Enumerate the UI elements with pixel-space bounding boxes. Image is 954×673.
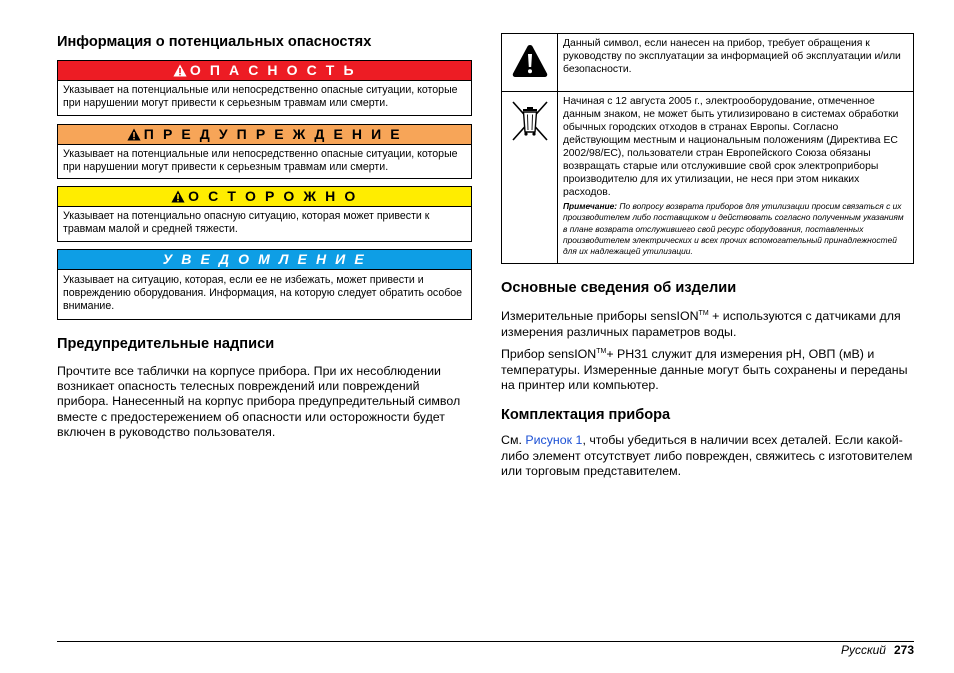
trademark: TM	[596, 348, 607, 356]
page-number: 273	[893, 643, 914, 657]
caution-text: Указывает на потенциально опасную ситуацию, которая может привести к травмам малой и средней тяжести.	[57, 206, 472, 242]
warning-triangle-icon	[173, 64, 187, 77]
note-label: Примечание:	[563, 201, 618, 211]
caution-label: О С Т О Р О Ж Н О	[188, 188, 358, 205]
crossed-bin-icon	[510, 99, 550, 143]
danger-label: О П А С Н О С Т Ь	[189, 62, 357, 78]
notice-text: Указывает на ситуацию, которая, если ее не избежать, может привести и повреждению оборудования. Информация, на которую следует обратить особое внимание.	[57, 269, 472, 320]
components-end: , чтобы убедиться в наличии всех деталей. Если какой-либо элемент отсутствует либо поврежден, свяжитесь с изготовителем или торговым представителем.	[501, 433, 913, 478]
warning-triangle-icon	[127, 128, 141, 141]
warning-box	[57, 124, 472, 180]
danger-box	[57, 60, 472, 116]
hazard-info-heading: Информация о потенциальных опасностях	[57, 34, 372, 50]
weee-text: Начиная с 12 августа 2005 г., электрооборудование, отмеченное данным знаком, не может быть утилизировано в системах обработки обычных городских отходов в странах Европы. Согласно действующим местным и национальным положениям (Директива ЕС 2002/98/ЕС), пользователи стран Европейского Союза обязаны возвращать старые или отслужившие свой срок электроприборы производителю для их утилизации, не неся при этом никаких расходов.	[563, 96, 899, 198]
warning-header	[57, 124, 472, 144]
overview-p2-start: Прибор sensION	[501, 347, 597, 362]
overview-p1-start: Измерительные приборы sensION	[501, 309, 699, 324]
warning-label: П Р Е Д У П Р Е Ж Д Е Н И Е	[143, 125, 403, 142]
weee-note	[563, 201, 908, 257]
warning-triangle-icon	[512, 44, 548, 78]
product-overview-heading: Основные сведения об изделии	[501, 280, 737, 297]
overview-p1-end: + используются с датчиками для измерения различных параметров воды.	[501, 309, 901, 339]
overview-p2-end: + PH31 служит для измерения pH, ОВП (мВ) и температуры. Измеренные данные могут быть сохранены и переданы на принтер или компьютер.	[501, 347, 908, 392]
danger-text: Указывает на потенциальные или непосредственно опасные ситуации, которые при нарушении могут привести к серьезным травмам или смерти.	[57, 80, 472, 116]
symbols-table	[501, 33, 914, 264]
footer-language: Русский	[840, 643, 886, 657]
symbol-row	[502, 92, 914, 264]
notice-box	[57, 249, 472, 320]
symbol-text-cell: Данный символ, если нанесен на прибор, требует обращения к руководству по эксплуатации за информацией об эксплуатации и/или безопасности.	[558, 34, 914, 92]
symbol-icon-cell	[502, 34, 558, 92]
right-column	[501, 33, 914, 479]
caution-box	[57, 186, 472, 242]
figure-link[interactable]: Рисунок 1	[525, 433, 583, 448]
danger-header	[57, 60, 472, 80]
warning-triangle-icon	[171, 190, 185, 203]
page-footer	[841, 643, 914, 657]
warning-text: Указывает на потенциальные или непосредственно опасные ситуации, которые при нарушении могут привести к серьезным травмам или смерти.	[57, 144, 472, 180]
caution-header	[57, 186, 472, 206]
warning-labels-text: Прочтите все таблички на корпусе прибора. При их несоблюдении возникает опасность телесных повреждений или повреждений прибора. Нанесенный на корпус прибора предупредительный символ вместе с предостережением об опасности или осторожности будет включен в руководство пользователя.	[57, 363, 461, 439]
symbol-icon-cell	[502, 92, 558, 264]
components-text	[501, 433, 914, 479]
components-start: См.	[501, 433, 526, 448]
symbol-text-cell	[558, 92, 914, 264]
footer-divider	[57, 641, 914, 642]
warning-labels-heading: Предупредительные надписи	[57, 335, 275, 352]
left-column	[57, 33, 472, 440]
components-heading: Комплектация прибора	[501, 407, 671, 424]
symbol-row	[502, 34, 914, 92]
overview-paragraph-1	[501, 306, 914, 340]
notice-label: У В Е Д О М Л Е Н И Е	[162, 250, 367, 267]
trademark: TM	[698, 310, 709, 318]
note-text: По вопросу возврата приборов для утилизации просим связаться с их производителем либо поставщиком и действовать согласно полученным указаниям в плане возврата отслужившего свой ресурс оборудования, поставленных производителем электрических и всех прочих вспомогательный принадлежностей для их надлежащей утилизации.	[563, 201, 904, 257]
overview-paragraph-2	[501, 344, 914, 393]
notice-header	[57, 249, 472, 269]
